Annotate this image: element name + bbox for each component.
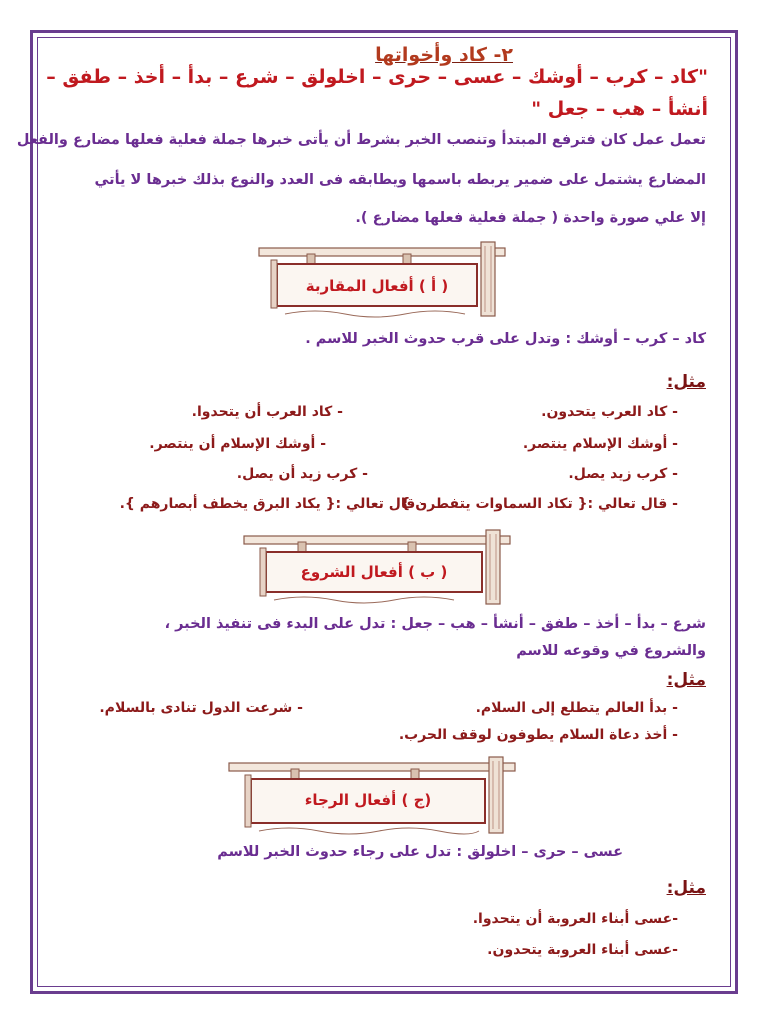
section-c-title: (ج ) أفعال الرجاء — [304, 791, 432, 809]
section-b-description-line2: والشروع في وقوعه للاسم — [516, 643, 706, 659]
example-b-l1: - شرعت الدول تنادى بالسلام. — [99, 700, 303, 716]
section-a-signboard — [255, 240, 515, 320]
example-a-r3: - كرب زيد يصل. — [568, 466, 678, 482]
example-a-r4: - قال تعالي :{ تكاد السماوات يتفطرن } — [400, 496, 678, 512]
example-b-r1: - بدأ العالم يتطلع إلى السلام. — [475, 700, 678, 716]
example-c-1: -عسى أبناء العروبة أن يتحدوا. — [472, 911, 678, 927]
example-a-l4: - قال تعالي :{ يكاد البرق يخطف أبصارهم }. — [119, 496, 426, 512]
section-b-title: ( ب ) أفعال الشروع — [300, 563, 448, 581]
section-b-signboard — [240, 528, 520, 608]
example-a-l3: - كرب زيد أن يصل. — [236, 466, 368, 482]
page-title: ٢- كاد وأخواتها — [375, 44, 513, 66]
section-c-signboard — [225, 755, 525, 837]
example-c-2: -عسى أبناء العروبة يتحدون. — [487, 942, 678, 958]
verbs-list-line2: أنشأ – هب – جعل " — [531, 98, 708, 120]
verbs-list-line1: "كاد – كرب – أوشك – عسى – حرى – اخلولق – شرع – بدأ – أخذ – طفق – — [46, 66, 708, 88]
example-a-r2: - أوشك الإسلام ينتصر. — [522, 436, 678, 452]
example-a-l1: - كاد العرب أن يتحدوا. — [191, 404, 343, 420]
section-b-example-heading: مثل: — [666, 670, 706, 690]
example-b-r2: - أخذ دعاة السلام يطوفون لوقف الحرب. — [398, 727, 678, 743]
intro-line-2: المضارع يشتمل على ضمير يربطه باسمها ويطابقه فى العدد والنوع بذلك خبرها لا يأتي — [94, 172, 706, 188]
example-a-l2: - أوشك الإسلام أن ينتصر. — [149, 436, 326, 452]
section-c-description: عسى – حرى – اخلولق : تدل على رجاء حدوث الخبر للاسم — [217, 844, 623, 860]
section-c-example-heading: مثل: — [666, 878, 706, 898]
example-a-r1: - كاد العرب يتحدون. — [541, 404, 678, 420]
section-b-description-line1: شرع – بدأ – أخذ – طفق – أنشأ – هب – جعل : تدل على البدء فى تنفيذ الخبر ، — [164, 616, 706, 632]
section-a-title: ( أ ) أفعال المقاربة — [305, 277, 449, 295]
section-a-example-heading: مثل: — [666, 372, 706, 392]
intro-line-3: إلا علي صورة واحدة ( جملة فعلية فعلها مضارع ). — [355, 210, 706, 226]
intro-line-1: تعمل عمل كان فترفع المبتدأ وتنصب الخبر بشرط أن يأتى خبرها جملة فعلية فعلها مضارع والفعل — [16, 132, 706, 148]
section-a-description: كاد – كرب – أوشك : وتدل على قرب حدوث الخبر للاسم . — [305, 331, 706, 347]
